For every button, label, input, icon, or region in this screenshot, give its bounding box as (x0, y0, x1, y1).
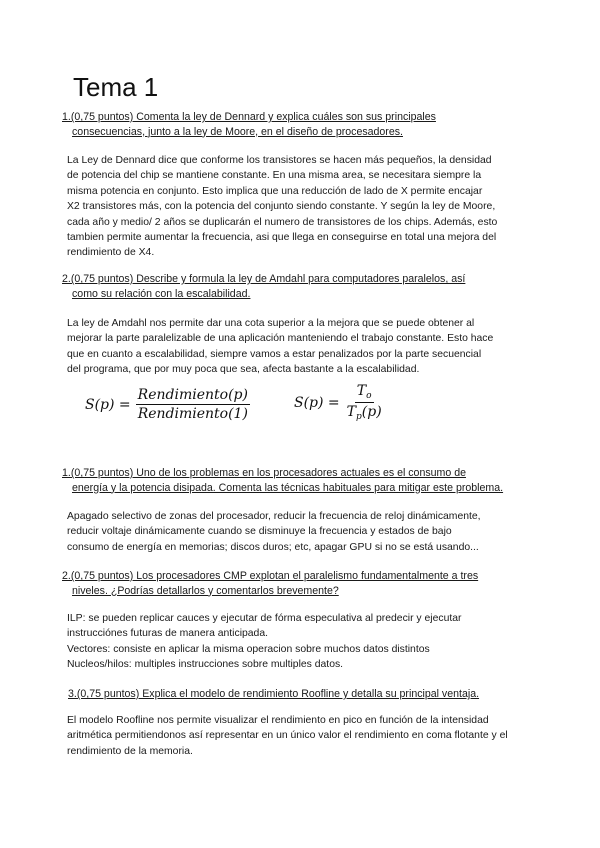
answer-line: tambien permite aumentar la frecuencia, asi que llega en conseguirse en total una mejora del (67, 232, 497, 244)
answer-dennard (67, 153, 497, 261)
formula-symbol: T (346, 404, 357, 420)
formula-speedup-tiempo (294, 383, 384, 422)
answer-line: cada año y medio/ 2 años se duplicarán el numero de transistores de los chips. Además, esto (67, 216, 498, 228)
question-line: energía y la potencia disipada. Comenta las técnicas habituales para mitigar este problema. (72, 481, 504, 494)
answer-line: El modelo Roofline nos permite visualizar el rendimiento en pico en función de la intensidad (67, 715, 489, 726)
question-line: 1.(0,75 puntos) Uno de los problemas en los procesadores actuales es el consumo de (62, 467, 466, 479)
answer-line: de potencia del chip se mantiene constante. En una misma area, se necesitara siempre la (67, 170, 482, 182)
answer-line: Nucleos/hilos: multiples instrucciones sobre multiples datos. (67, 659, 344, 671)
question-line: como su relación con la escalabilidad. (72, 287, 251, 300)
answer-line: Vectores: consiste en aplicar la misma operacion sobre muchos datos distintos (67, 643, 430, 655)
answer-line: Apagado selectivo de zonas del procesador, reducir la frecuencia de reloj dinámicamente, (67, 511, 481, 522)
answer-consumo (67, 509, 481, 555)
answer-amdahl (67, 316, 493, 378)
question-line: consecuencias, junto a la ley de Moore, en el diseño de procesadores. (72, 125, 403, 138)
answer-line: del programa, que por muy poca que sea, afecta bastante a la escalabilidad. (67, 364, 420, 376)
answer-line: consumo de energía en memorias; discos duros; etc, apagar GPU si no se está usando... (67, 541, 479, 553)
question-roofline (68, 687, 479, 702)
formula-denominator: Rendimiento(1) (137, 406, 248, 422)
answer-line: misma potencia en conjunto. Esto implica que una reducción de lado de X permite encajar (67, 185, 483, 197)
question-cmp (62, 569, 478, 598)
answer-line: La Ley de Dennard dice que conforme los transistores se hacen más pequeños, la densidad (67, 155, 492, 166)
formula-lhs: S(p) = (294, 394, 340, 411)
answer-line: ILP: se pueden replicar cauces y ejecutar de fórma especulativa al predecir y ejecutar (67, 613, 462, 624)
formula-fraction (136, 387, 250, 422)
answer-line: reducir voltaje dinámicamente cuando se disminuye la frecuencia y estados de bajo (67, 526, 452, 538)
answer-line: rendimiento de X4. (67, 247, 155, 259)
formula-subscript: o (366, 391, 372, 401)
question-consumo (62, 466, 503, 495)
formula-subscript: p (356, 412, 362, 422)
formula-lhs: S(p) = (85, 396, 131, 413)
answer-roofline (67, 713, 508, 759)
answer-line: X2 transistores más, con la potencia del conjunto siendo constante. Y según la ley de Moore, (67, 201, 496, 213)
answer-line: rendimiento de la memoria. (67, 745, 193, 757)
formula-argument: (p) (361, 404, 382, 420)
answer-line: La ley de Amdahl nos permite dar una cota superior a la mejora que se puede obtener al (67, 318, 475, 329)
formula-symbol: T (356, 383, 367, 399)
question-amdahl (62, 272, 465, 301)
page-title: Tema 1 (73, 72, 159, 102)
formula-speedup-rendimiento (85, 387, 250, 422)
formula-numerator: Rendimiento(p) (137, 387, 248, 403)
question-line: 2.(0,75 puntos) Los procesadores CMP explotan el paralelismo fundamentalmente a tres (62, 570, 479, 582)
formula-denominator (345, 403, 384, 422)
answer-line: mejorar la parte paralelizable de una aplicación manteniendo el trabajo constante. Esto hace (67, 333, 494, 345)
question-line: 3.(0,75 puntos) Explica el modelo de rendimiento Roofline y detalla su principal ventaja. (68, 688, 480, 700)
answer-line: aritmética permitiendonos así representar en un único valor el rendimiento en coma flotante y el (67, 730, 508, 742)
answer-line: que en cuanto a escalabilidad, siempre vamos a estar penalizados por la parte secuencial (67, 348, 482, 360)
formula-numerator (355, 383, 374, 403)
answer-line: instrucciónes futuras de manera anticipada. (67, 628, 268, 640)
formula-fraction (345, 383, 384, 422)
question-line: 2.(0,75 puntos) Describe y formula la ley de Amdahl para computadores paralelos, así (62, 273, 466, 285)
answer-cmp (67, 611, 461, 673)
question-dennard (62, 110, 436, 139)
question-line: 1.(0,75 puntos) Comenta la ley de Dennard y explica cuáles son sus principales (62, 111, 436, 123)
question-line: niveles. ¿Podrías detallarlos y comentarlos brevemente? (72, 584, 339, 597)
